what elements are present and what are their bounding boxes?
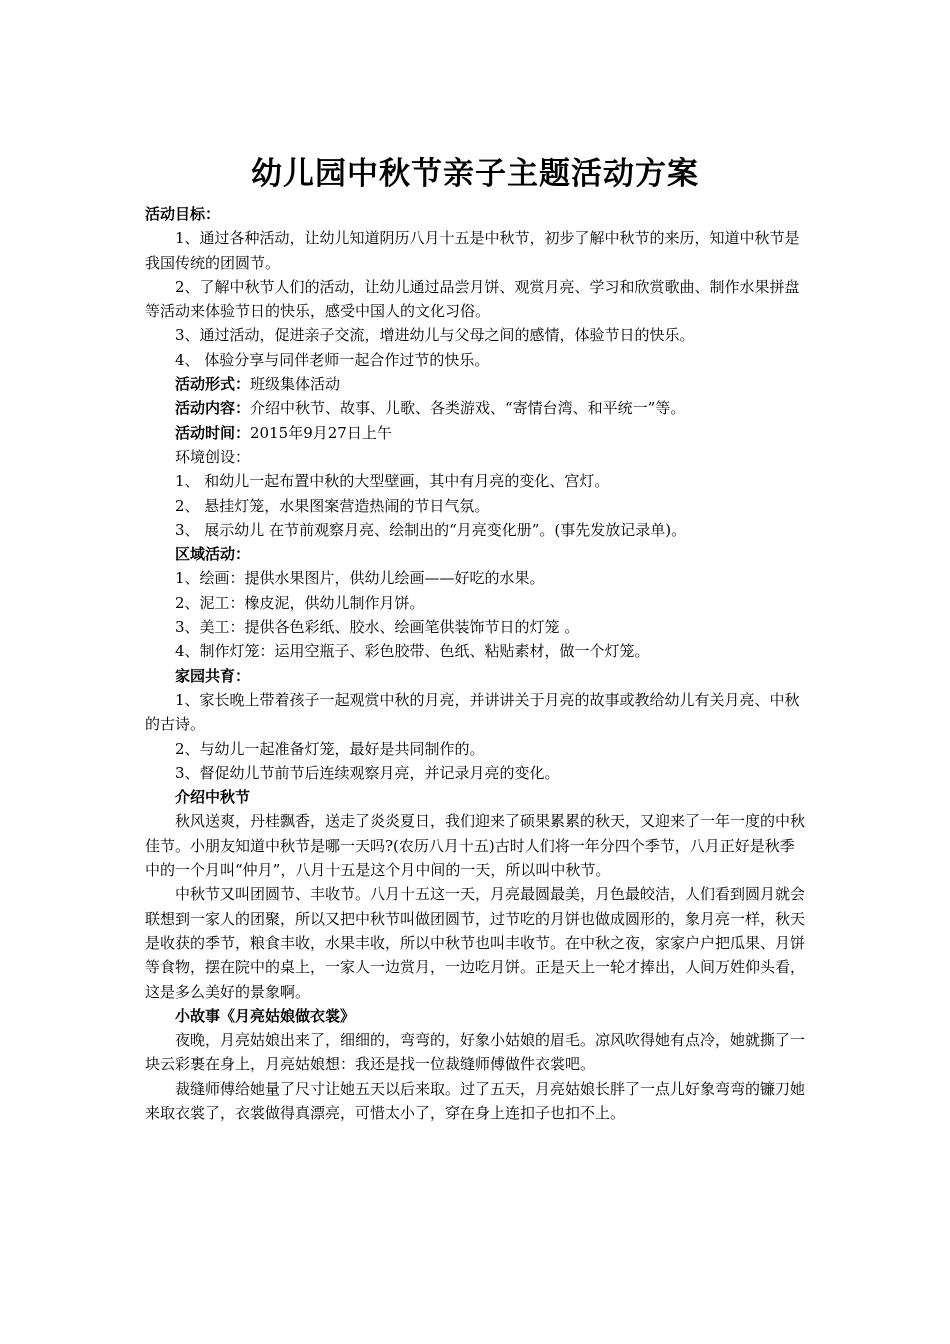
home-item: 1、家长晚上带着孩子一起观赏中秋的月亮，并讲讲关于月亮的故事或教给幼儿有关月亮、中秋的古诗。 xyxy=(145,690,800,734)
area-item: 4、制作灯笼：运用空瓶子、彩色胶带、色纸、粘贴素材，做一个灯笼。 xyxy=(175,642,650,661)
area-heading: 区域活动： xyxy=(175,545,251,564)
intro-heading: 介绍中秋节 xyxy=(175,788,251,807)
environment-item: 3、 展示幼儿 在节前观察月亮、绘制出的“月亮变化册”。(事先发放记录单)。 xyxy=(175,520,687,539)
goal-item: 3、通过活动，促进亲子交流，增进幼儿与父母之间的感情，体验节日的快乐。 xyxy=(175,326,695,345)
goal-item: 2、了解中秋节人们的活动，让幼儿通过品尝月饼、观赏月亮、学习和欣赏歌曲、制作水果拼盘等活动来体验节日的快乐，感受中国人的文化习俗。 xyxy=(145,277,800,321)
goal-heading: 活动目标： xyxy=(145,205,221,223)
document-title: 幼儿园中秋节亲子主题活动方案 xyxy=(251,156,699,192)
home-heading: 家园共育： xyxy=(175,666,251,685)
activity-content-value: 介绍中秋节、故事、儿歌、各类游戏、“寄情台湾、和平统一”等。 xyxy=(250,399,686,418)
story-paragraph: 裁缝师傅给她量了尺寸让她五天以后来取。过了五天，月亮姑娘长胖了一点儿好象弯弯的镰刀她来取衣裳了，衣裳做得真漂亮，可惜太小了，穿在身上连扣子也扣不上。 xyxy=(145,1079,806,1122)
home-item: 2、与幼儿一起准备灯笼，最好是共同制作的。 xyxy=(175,739,485,758)
story-heading: 小故事《月亮姑娘做衣裳》 xyxy=(175,1006,356,1025)
environment-item: 1、 和幼儿一起布置中秋的大型壁画，其中有月亮的变化、宫灯。 xyxy=(175,472,610,491)
area-item: 1、绘画：提供水果图片，供幼儿绘画——好吃的水果。 xyxy=(175,569,545,588)
activity-form-label: 活动形式： xyxy=(175,375,251,394)
story-paragraph: 夜晚，月亮姑娘出来了，细细的，弯弯的，好象小姑娘的眉毛。凉风吹得她有点冷，她就撕了一块云彩裹在身上，月亮姑娘想：我还是找一位裁缝师傅做件衣裳吧。 xyxy=(145,1031,806,1074)
area-item: 2、泥工：橡皮泥，供幼儿制作月饼。 xyxy=(175,593,425,612)
document-body xyxy=(145,202,809,1125)
goal-item: 1、通过各种活动，让幼儿知道阴历八月十五是中秋节，初步了解中秋节的来历，知道中秋节是我国传统的团圆节。 xyxy=(145,229,800,272)
activity-time-label: 活动时间： xyxy=(175,423,251,442)
intro-paragraph: 中秋节又叫团圆节、丰收节。八月十五这一天，月亮最圆最美，月色最皎洁，人们看到圆月就会联想到一家人的团聚，所以又把中秋节叫做团圆节，过节吃的月饼也做成圆形的，象月亮一样，秋天是收获的季节，粮食丰收，水果丰收，所以中秋节也叫丰收节。在中秋之夜，家家户户把瓜果、月饼等食物，摆在院中的桌上，一家人一边赏月，一边吃月饼。正是天上一轮才捧出，人间万姓仰头看，这是多么美好的景象啊。 xyxy=(145,885,806,1001)
home-item: 3、督促幼儿节前节后连续观察月亮，并记录月亮的变化。 xyxy=(175,763,560,782)
activity-form-value: 班级集体活动 xyxy=(250,375,341,394)
goal-item: 4、 体验分享与同伴老师一起合作过节的快乐。 xyxy=(175,350,490,369)
area-item: 3、美工：提供各色彩纸、胶水、绘画笔供装饰节日的灯笼 。 xyxy=(175,618,580,637)
activity-form xyxy=(145,372,809,396)
activity-content-label: 活动内容： xyxy=(175,399,251,418)
intro-paragraph: 秋风送爽，丹桂飘香，送走了炎炎夏日，我们迎来了硕果累累的秋天，又迎来了一年一度的中秋佳节。小朋友知道中秋节是哪一天吗?(农历八月十五)古时人们将一年分四个季节，八月正好是秋季中的一个月叫“仲月”，八月十五是这个月中间的一天，所以叫中秋节。 xyxy=(145,812,806,880)
environment-heading: 环境创设： xyxy=(175,447,251,466)
environment-item: 2、 悬挂灯笼，水果图案营造热闹的节日气氛。 xyxy=(175,496,490,515)
activity-content xyxy=(145,396,809,420)
activity-time-value: 2015年9月27日上午 xyxy=(250,423,392,442)
activity-time xyxy=(145,421,809,445)
